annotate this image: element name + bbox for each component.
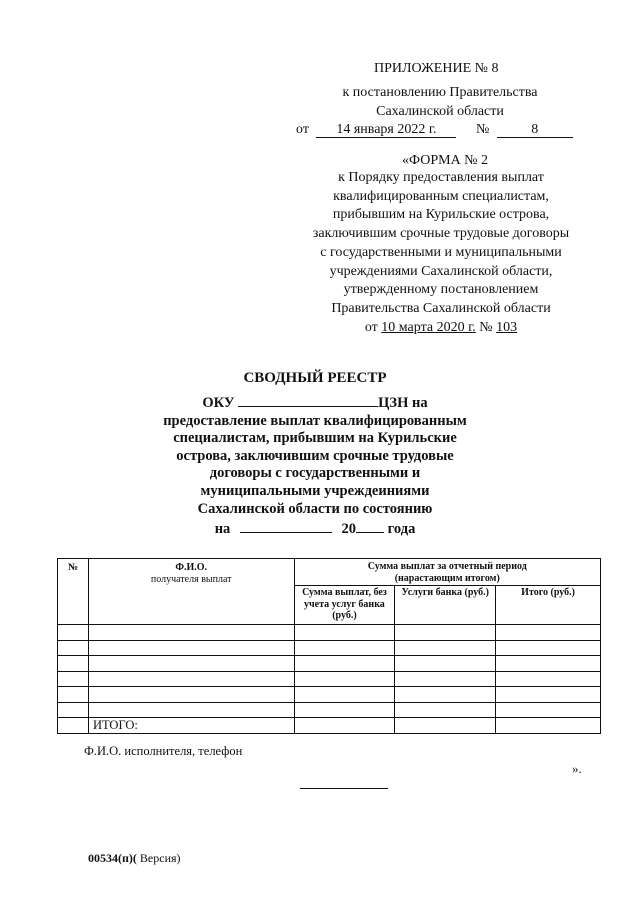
form-ref-line: заключившим срочные трудовые договоры — [312, 226, 570, 242]
header-payments: Сумма выплат, без учета услуг банка (руб.) — [294, 586, 395, 625]
doc-version-text: Версия) — [136, 851, 181, 865]
total-label: ИТОГО: — [88, 718, 294, 734]
header-fio-line-1: Ф.И.О. — [175, 562, 208, 573]
form-ref-date-line — [296, 319, 586, 338]
appendix-title: ПРИЛОЖЕНИЕ № 8 — [374, 61, 499, 76]
table-row — [58, 702, 601, 718]
year-prefix: 20 — [341, 521, 357, 538]
from-label: от — [364, 319, 378, 335]
doc-version — [88, 851, 181, 866]
subtitle-line: специалистам, прибывшим на Курильские — [173, 430, 457, 447]
header-num: № — [58, 559, 89, 625]
appendix-date: 14 января 2022 г. — [316, 123, 456, 138]
table-row — [58, 656, 601, 672]
number-label: № — [479, 319, 493, 335]
closing-quote: ». — [572, 761, 582, 776]
header-bank: Услуги банка (руб.) — [395, 586, 496, 625]
appendix-line-2: Сахалинской области — [376, 103, 504, 119]
form-ref-line: учреждениями Сахалинской области, — [329, 263, 553, 279]
appendix-number: 8 — [497, 123, 573, 138]
table-row — [58, 687, 601, 703]
register-title: СВОДНЫЙ РЕЕСТР — [243, 370, 387, 386]
header-fio-line-2: получателя выплат — [150, 573, 232, 585]
subtitle-line: Сахалинской области по состоянию — [197, 500, 433, 517]
oku-prefix: ОКУ — [202, 395, 235, 411]
year-blank — [356, 518, 384, 533]
year-suffix: года — [387, 521, 416, 538]
subtitle-line: острова, заключившим срочные трудовые — [176, 447, 454, 464]
header-sum — [294, 559, 600, 586]
form-ref-line: прибывшим на Курильские острова, — [332, 207, 550, 223]
form-ref-line: Правительства Сахалинской области — [331, 300, 551, 316]
form-ref-line: к Порядку предоставления выплат — [338, 170, 544, 185]
signature-line — [300, 788, 388, 789]
table-row — [58, 625, 601, 641]
from-label: от — [296, 122, 309, 137]
table-row — [58, 640, 601, 656]
table-total-row — [58, 718, 601, 734]
header-sum-line-2: (нарастающим итогом) — [394, 572, 500, 584]
oku-suffix: ЦЗН на — [378, 395, 428, 411]
date-line — [150, 518, 480, 539]
executor-label: Ф.И.О. исполнителя, телефон — [84, 744, 243, 758]
table-header-row — [58, 559, 601, 586]
form-ref-date: 10 марта 2020 г. — [381, 319, 476, 335]
subtitle-line: предоставление выплат квалифицированным — [163, 412, 467, 429]
oku-line — [150, 392, 480, 413]
doc-code: 00534(п)( — [88, 851, 137, 865]
number-label: № — [475, 122, 490, 137]
register-subtitle — [150, 392, 480, 539]
register-table — [57, 558, 601, 734]
form-ref-block — [296, 169, 586, 337]
appendix-line-1: к постановлению Правительства — [342, 85, 538, 100]
appendix-ref-block — [300, 84, 580, 121]
date-blank — [240, 518, 332, 533]
appendix-date-line — [296, 121, 596, 139]
oku-blank — [238, 392, 378, 407]
form-ref-title: «ФОРМА № 2 — [402, 153, 489, 168]
header-total: Итого (руб.) — [496, 586, 601, 625]
form-ref-line: утвержденному постановлением — [343, 282, 539, 298]
form-ref-number: 103 — [496, 319, 518, 335]
subtitle-line: договоры с государственными и — [209, 465, 421, 482]
header-fio — [88, 559, 294, 625]
date-prefix: на — [214, 521, 231, 538]
table-row — [58, 671, 601, 687]
header-sum-line-1: Сумма выплат за отчетный период — [367, 561, 527, 572]
form-ref-line: с государственными и муниципальными — [320, 244, 562, 260]
form-ref-line: квалифицированным специалистам, — [333, 188, 549, 204]
subtitle-line: муниципальными учреждеиниями — [200, 482, 430, 499]
